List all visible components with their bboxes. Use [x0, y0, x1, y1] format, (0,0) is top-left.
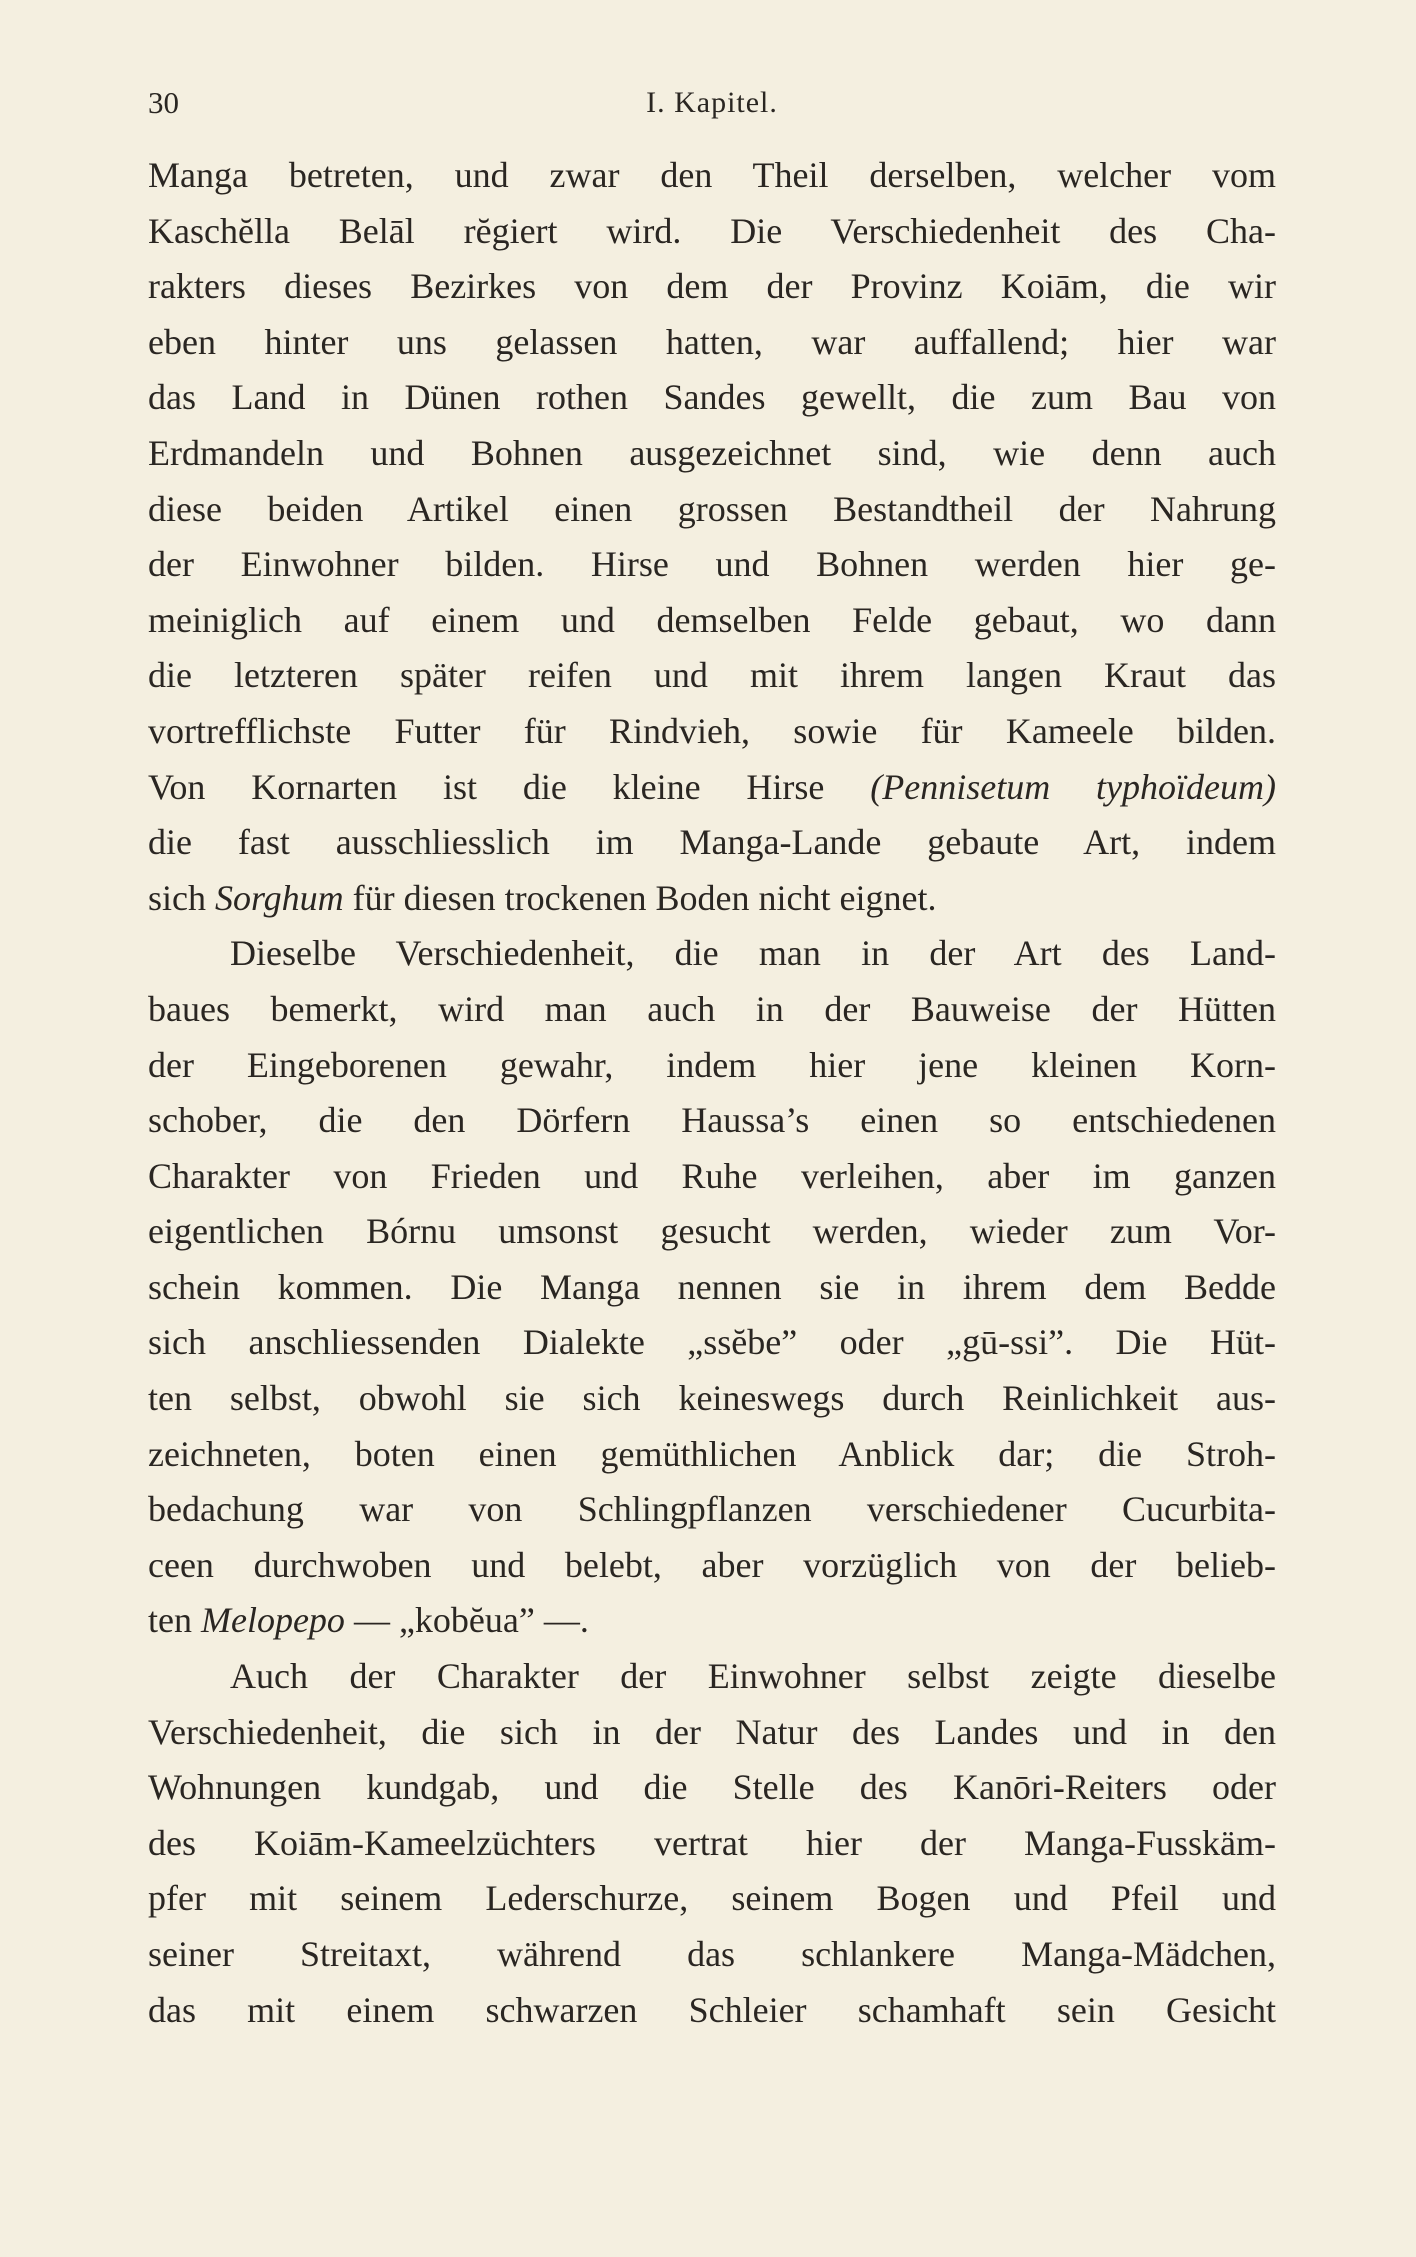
text-line: diese beiden Artikel einen grossen Bestandtheil der Nahrung — [148, 488, 1276, 529]
text-line: eigentlichen Bórnu umsonst gesucht werden, wieder zum Vor- — [148, 1211, 1276, 1252]
text-line: das Land in Dünen rothen Sandes gewellt, die zum Bau von — [148, 377, 1276, 418]
text-line: Von Kornarten ist die kleine Hirse (Pennisetum typhoïdeum) — [148, 766, 1276, 807]
text-line: Auch der Charakter der Einwohner selbst zeigte dieselbe — [230, 1656, 1276, 1697]
body-text — [148, 148, 1276, 2038]
italic-term: (Pennisetum typhoïdeum) — [870, 766, 1276, 807]
text-line: der Eingeborenen gewahr, indem hier jene kleinen Korn- — [148, 1044, 1276, 1085]
text-line: sich anschliessenden Dialekte „ssĕbe” oder „gū-ssi”. Die Hüt- — [148, 1322, 1276, 1363]
text-line: ceen durchwoben und belebt, aber vorzüglich von der belieb- — [148, 1544, 1276, 1585]
italic-term: Sorghum — [215, 877, 344, 918]
text-line: schober, die den Dörfern Haussa’s einen so entschiedenen — [148, 1100, 1276, 1141]
text-line: ten Melopepo — „kobĕua” —. — [148, 1600, 589, 1641]
text-line: baues bemerkt, wird man auch in der Bauweise der Hütten — [148, 988, 1276, 1029]
text-line: pfer mit seinem Lederschurze, seinem Bogen und Pfeil und — [148, 1878, 1276, 1919]
text-line: Verschiedenheit, die sich in der Natur des Landes und in den — [148, 1711, 1276, 1752]
text-line: schein kommen. Die Manga nennen sie in ihrem dem Bedde — [148, 1266, 1276, 1307]
text-line: ten selbst, obwohl sie sich keineswegs durch Reinlichkeit aus- — [148, 1378, 1276, 1419]
text-line: Charakter von Frieden und Ruhe verleihen, aber im ganzen — [148, 1155, 1276, 1196]
text-line: Dieselbe Verschiedenheit, die man in der Art des Land- — [230, 933, 1276, 974]
text-line: bedachung war von Schlingpflanzen verschiedener Cucurbita- — [148, 1489, 1276, 1530]
text-line: die letzteren später reifen und mit ihrem langen Kraut das — [148, 655, 1276, 696]
text-line: rakters dieses Bezirkes von dem der Provinz Koiām, die wir — [148, 266, 1276, 307]
text-line: Wohnungen kundgab, und die Stelle des Kanōri-Reiters oder — [148, 1767, 1276, 1808]
text-line: zeichneten, boten einen gemüthlichen Anblick dar; die Stroh- — [148, 1433, 1276, 1474]
text-line: des Koiām-Kameelzüchters vertrat hier der Manga-Fusskäm- — [148, 1822, 1276, 1863]
page-number: 30 — [148, 85, 179, 120]
chapter-title: I. Kapitel. — [646, 86, 778, 119]
running-head — [148, 78, 1276, 128]
text-line: sich Sorghum für diesen trockenen Boden nicht eignet. — [148, 877, 937, 918]
text-line: Erdmandeln und Bohnen ausgezeichnet sind, wie denn auch — [148, 432, 1276, 473]
text-line: Manga betreten, und zwar den Theil derselben, welcher vom — [148, 155, 1276, 195]
text-line: Kaschĕlla Belāl rĕgiert wird. Die Verschiedenheit des Cha- — [148, 210, 1276, 251]
text-line: das mit einem schwarzen Schleier schamhaft sein Gesicht — [148, 1989, 1276, 2030]
italic-term: Melopepo — [200, 1600, 345, 1641]
text-line: meiniglich auf einem und demselben Felde gebaut, wo dann — [148, 599, 1276, 640]
text-line: eben hinter uns gelassen hatten, war auffallend; hier war — [148, 321, 1276, 362]
text-line: die fast ausschliesslich im Manga-Lande gebaute Art, indem — [148, 822, 1276, 863]
text-line: der Einwohner bilden. Hirse und Bohnen werden hier ge- — [148, 544, 1276, 585]
text-line: vortrefflichste Futter für Rindvieh, sowie für Kameele bilden. — [148, 710, 1276, 751]
text-line: seiner Streitaxt, während das schlankere Manga-Mädchen, — [148, 1934, 1276, 1974]
